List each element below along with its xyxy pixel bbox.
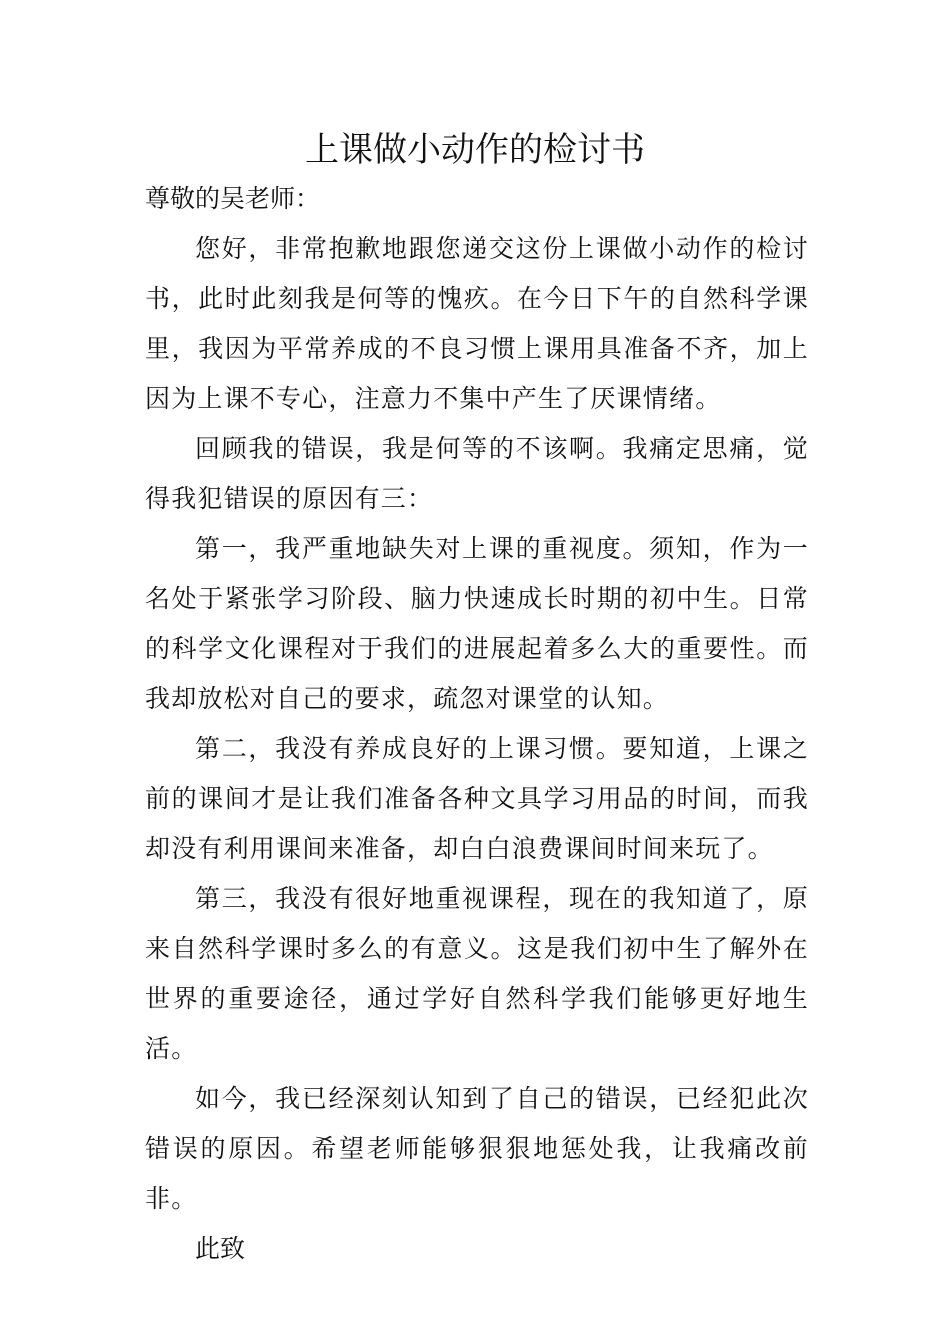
paragraph-reason-one: 第一，我严重地缺失对上课的重视度。须知，作为一名处于紧张学习阶段、脑力快速成长时期的初中生。日常的科学文化课程对于我们的进展起着多么大的重要性。而我却放松对自己的要求，疏忽对课堂的认知。 bbox=[145, 534, 809, 713]
paragraph-reason-three: 第三，我没有很好地重视课程，现在的我知道了，原来自然科学课时多么的有意义。这是我们初中生了解外在世界的重要途径，通过学好自然科学我们能够更好地生活。 bbox=[145, 884, 809, 1063]
paragraph-reflection: 回顾我的错误，我是何等的不该啊。我痛定思痛，觉得我犯错误的原因有三： bbox=[145, 434, 809, 513]
closing-line: 此致 bbox=[195, 1234, 246, 1263]
paragraph-conclusion: 如今，我已经深刻认知到了自己的错误，已经犯此次错误的原因。希望老师能够狠狠地惩处我，让我痛改前非。 bbox=[145, 1084, 809, 1213]
salutation: 尊敬的吴老师： bbox=[145, 184, 321, 213]
document-body bbox=[145, 174, 809, 1274]
paragraph-reason-two: 第二，我没有养成良好的上课习惯。要知道，上课之前的课间才是让我们准备各种文具学习用品的时间，而我却没有利用课间来准备，却白白浪费课间时间来玩了。 bbox=[145, 734, 809, 863]
document-title: 上课做小动作的检讨书 bbox=[305, 130, 645, 170]
paragraph-greeting: 您好，非常抱歉地跟您递交这份上课做小动作的检讨书，此时此刻我是何等的愧疚。在今日下午的自然科学课里，我因为平常养成的不良习惯上课用具准备不齐，加上因为上课不专心，注意力不集中产生了厌课情绪。 bbox=[145, 234, 809, 413]
